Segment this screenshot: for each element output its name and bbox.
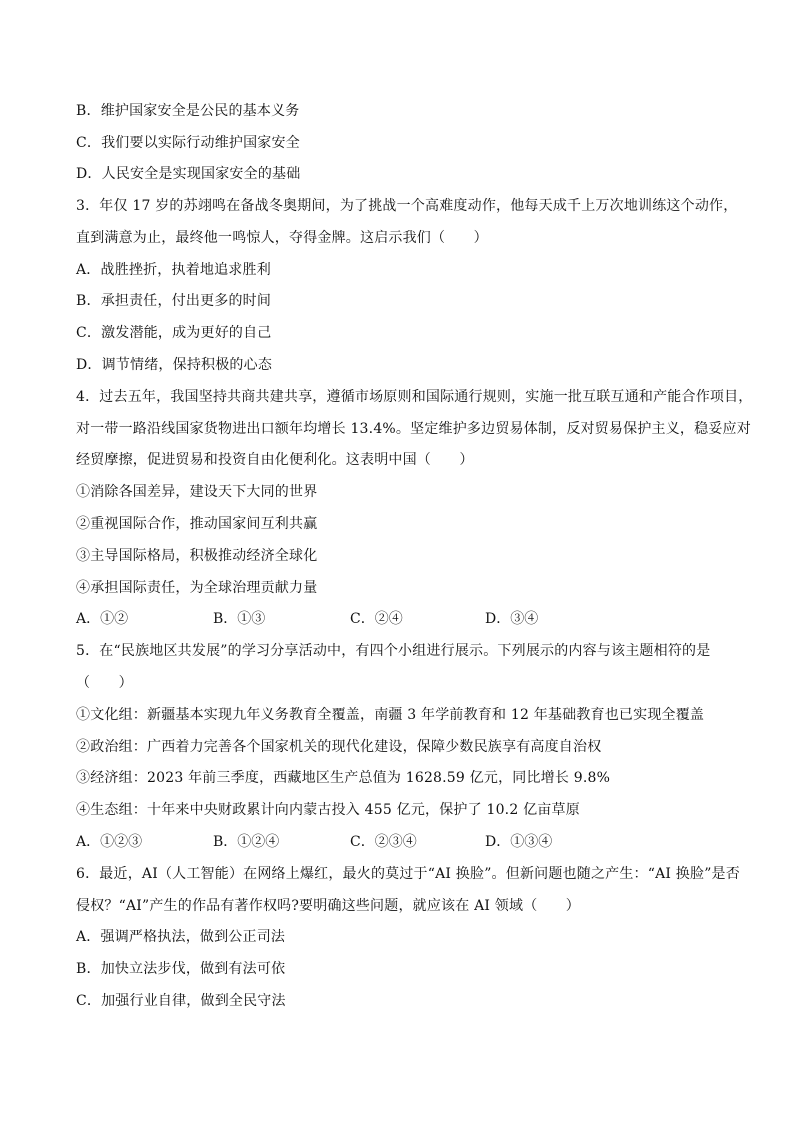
q4-item-3: ③主导国际格局，积极推动经济全球化 (76, 548, 318, 564)
q4-options (76, 609, 716, 629)
q2-option-b: B．维护国家安全是公民的基本义务 (76, 103, 300, 119)
q4-stem-line1: 4．过去五年，我国坚持共商共建共享，遵循市场原则和国际通行规则，实施一批互联互通和产能合作项目， (76, 389, 753, 405)
q6-option-c: C．加强行业自律，做到全民守法 (76, 993, 286, 1009)
q3-option-c: C．激发潜能，成为更好的自己 (76, 325, 272, 341)
q4-stem-line2: 对一带一路沿线国家货物进出口额年均增长 13.4%。坚定维护多边贸易体制，反对贸易保护主义，稳妥应对 (76, 421, 751, 437)
q4-option-a: A．①② (76, 611, 129, 627)
q6-option-b: B．加快立法步伐，做到有法可依 (76, 961, 286, 977)
q6-stem-line1: 6．最近，AI（人工智能）在网络上爆红，最火的莫过于“AI 换脸”。但新问题也随之产生：“AI 换脸”是否 (76, 866, 740, 882)
q6-stem-line2: 侵权？“AI”产生的作品有著作权吗?要明确这些问题，就应该在 AI 领域（ ） (76, 898, 580, 914)
q5-stem-line2: （ ） (76, 675, 133, 691)
q5-options (76, 832, 716, 852)
q3-option-a: A．战胜挫折，执着地追求胜利 (76, 262, 271, 278)
q5-item-3: ③经济组：2023 年前三季度，西藏地区生产总值为 1628.59 亿元，同比增长 9.8% (76, 770, 611, 786)
q4-item-1: ①消除各国差异，建设天下大同的世界 (76, 484, 318, 500)
q4-stem-line3: 经贸摩擦，促进贸易和投资自由化便利化。这表明中国（ ） (76, 452, 474, 468)
q3-stem-line1: 3．年仅 17 岁的苏翊鸣在备战冬奥期间，为了挑战一个高难度动作，他每天成千上万次地训练这个动作， (76, 198, 738, 214)
q5-item-4: ④生态组：十年来中央财政累计向内蒙古投入 455 亿元，保护了 10.2 亿亩草原 (76, 802, 580, 818)
q2-option-c: C．我们要以实际行动维护国家安全 (76, 135, 300, 151)
q3-stem-line2: 直到满意为止，最终他一鸣惊人，夺得金牌。这启示我们（ ） (76, 230, 488, 246)
q4-item-2: ②重视国际合作，推动国家间互利共赢 (76, 516, 318, 532)
q5-item-2: ②政治组：广西着力完善各个国家机关的现代化建设，保障少数民族享有高度自治权 (76, 739, 602, 755)
q4-option-b: B．①③ (213, 611, 266, 627)
q4-option-d: D．③④ (485, 611, 539, 627)
q6-option-a: A．强调严格执法，做到公正司法 (76, 929, 286, 945)
q5-option-d: D．①③④ (485, 834, 553, 850)
q5-option-b: B．①②④ (213, 834, 280, 850)
q5-item-1: ①文化组：新疆基本实现九年义务教育全覆盖，南疆 3 年学前教育和 12 年基础教育也已实现全覆盖 (76, 707, 705, 723)
q2-option-d: D．人民安全是实现国家安全的基础 (76, 166, 301, 182)
q3-option-d: D．调节情绪，保持积极的心态 (76, 357, 273, 373)
q3-option-b: B．承担责任，付出更多的时间 (76, 293, 272, 309)
q4-option-c: C．②④ (350, 611, 403, 627)
q5-option-a: A．①②③ (76, 834, 143, 850)
q4-item-4: ④承担国际责任，为全球治理贡献力量 (76, 580, 318, 596)
q5-stem-line1: 5．在“民族地区共发展”的学习分享活动中，有四个小组进行展示。下列展示的内容与该主题相符的是 (76, 643, 711, 659)
q5-option-c: C．②③④ (350, 834, 417, 850)
